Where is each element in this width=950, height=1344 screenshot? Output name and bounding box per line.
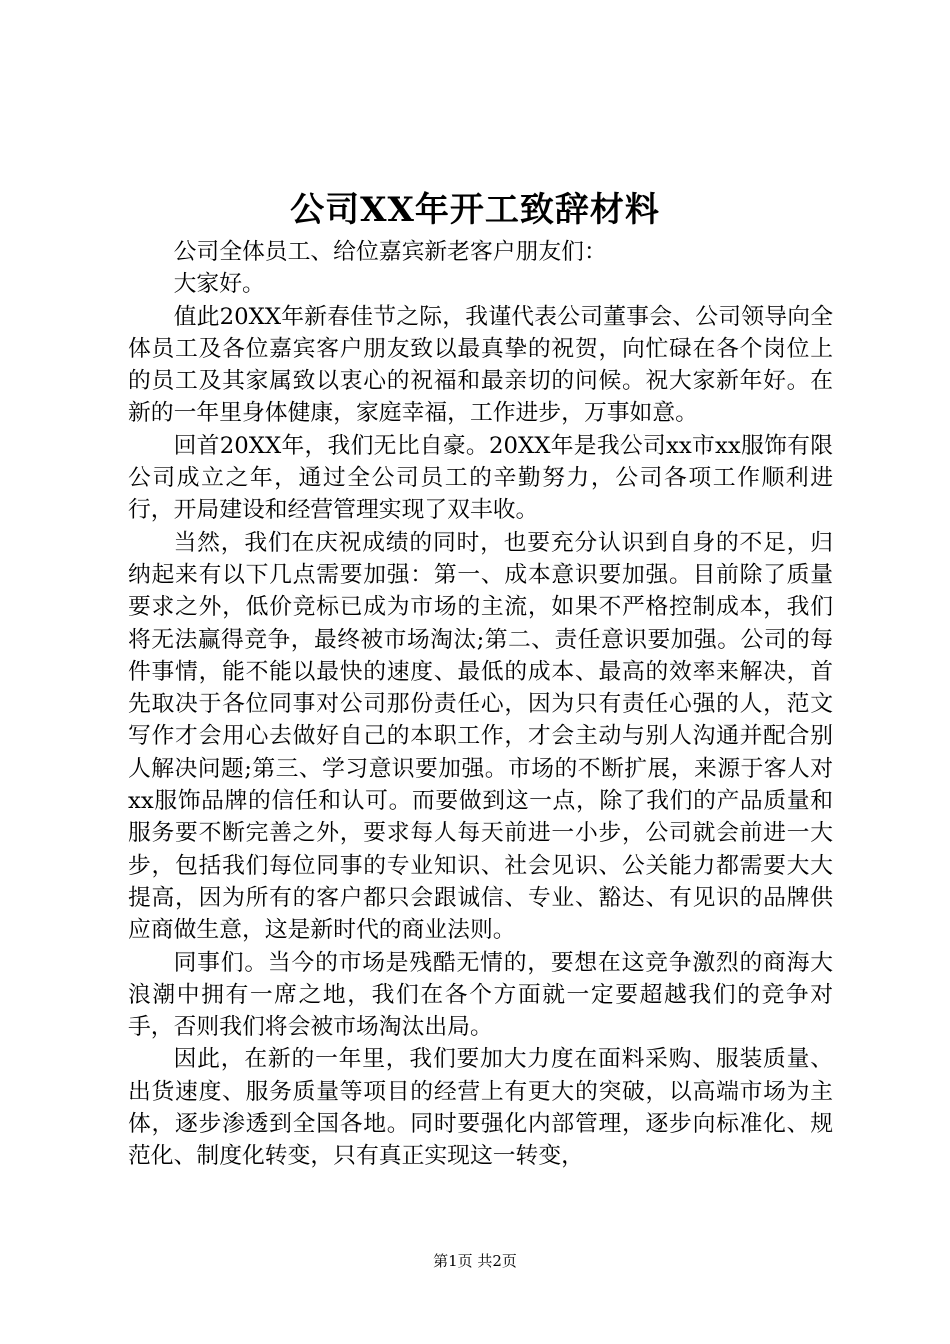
body-paragraph: 当然，我们在庆祝成绩的同时，也要充分认识到自身的不足，归纳起来有以下几点需要加强：第一、成本意识要加强。目前除了质量要求之外，低价竞标已成为市场的主流，如果不严格控制成本，我们将无法赢得竞争，最终被市场淘汰;第二、责任意识要加强。公司的每件事情，能不能以最快的速度、最低的成本、最高的效率来解决，首先取决于各位同事对公司那份责任心，因为只有责任心强的人，范文写作才会用心去做好自己的本职工作，才会主动与别人沟通并配合别人解决问题;第三、学习意识要加强。市场的不断扩展，来源于客人对xx服饰品牌的信任和认可。而要做到这一点，除了我们的产品质量和服务要不断完善之外，要求每人每天前进一小步，公司就会前进一大步，包括我们每位同事的专业知识、社会见识、公关能力都需要大大提高，因为所有的客户都只会跟诚信、专业、豁达、有见识的品牌供应商做生意，这是新时代的商业法则。 xyxy=(128,529,833,944)
document-body xyxy=(128,236,833,1173)
body-paragraph: 同事们。当今的市场是残酷无情的，要想在这竞争激烈的商海大浪潮中拥有一席之地，我们在各个方面就一定要超越我们的竞争对手，否则我们将会被市场淘汰出局。 xyxy=(128,949,833,1041)
salutation-paragraph: 公司全体员工、给位嘉宾新老客户朋友们： xyxy=(173,239,607,265)
body-paragraph: 值此20XX年新春佳节之际，我谨代表公司董事会、公司领导向全体员工及各位嘉宾客户朋友致以最真挚的祝贺，向忙碌在各个岗位上的员工及其家属致以衷心的祝福和最亲切的问候。祝大家新年好。在新的一年里身体健康，家庭幸福，工作进步，万事如意。 xyxy=(128,303,833,427)
page-number-footer: 第1页 共2页 xyxy=(433,1252,517,1270)
body-paragraph: 回首20XX年，我们无比自豪。20XX年是我公司xx市xx服饰有限公司成立之年，通过全公司员工的辛勤努力，公司各项工作顺利进行，开局建设和经营管理实现了双丰收。 xyxy=(128,432,833,524)
document-title: 公司XX年开工致辞材料 xyxy=(290,190,660,230)
body-paragraph: 因此，在新的一年里，我们要加大力度在面料采购、服装质量、出货速度、服务质量等项目的经营上有更大的突破，以高端市场为主体，逐步渗透到全国各地。同时要强化内部管理，逐步向标准化、规范化、制度化转变，只有真正实现这一转变， xyxy=(128,1046,833,1170)
greeting-paragraph: 大家好。 xyxy=(173,271,265,298)
